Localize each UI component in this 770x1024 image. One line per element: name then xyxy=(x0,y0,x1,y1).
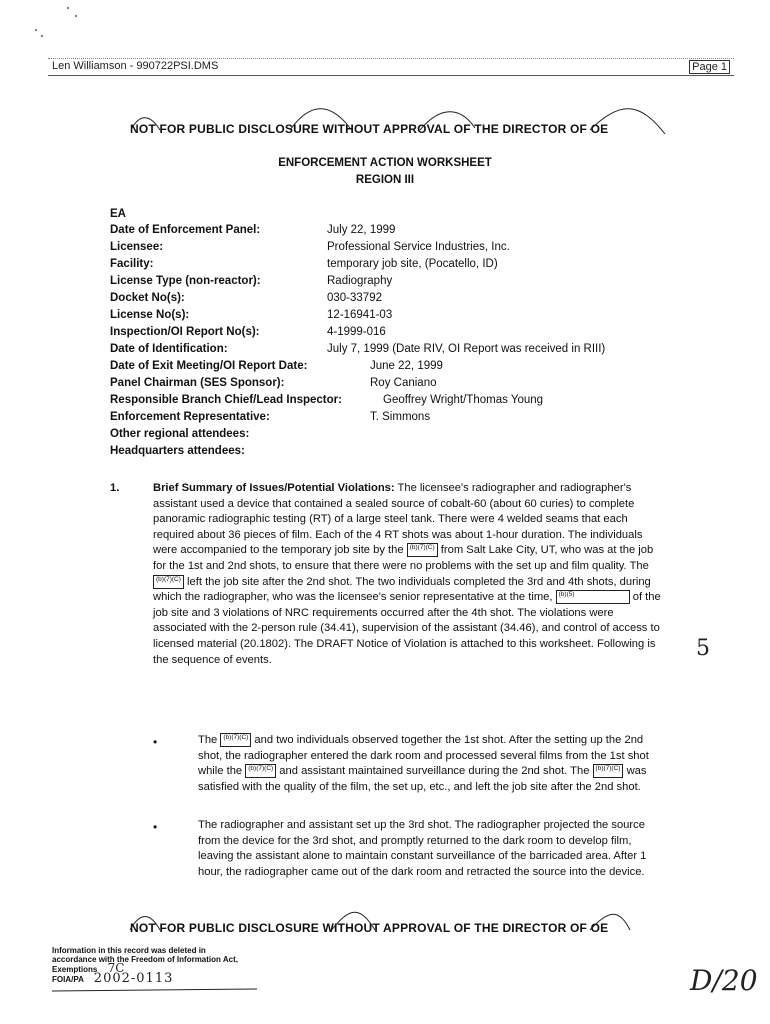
header-page-number: Page 1 xyxy=(689,60,730,74)
field-value: 030-33792 xyxy=(327,292,382,304)
field-label: Date of Enforcement Panel: xyxy=(110,224,261,236)
corner-handwritten-note: D/20 xyxy=(690,964,758,997)
field-value: 12-16941-03 xyxy=(327,309,393,321)
ea-label: EA xyxy=(110,208,126,220)
field-label: License Type (non-reactor): xyxy=(110,275,261,287)
bullet-text-3: and assistant maintained surveillance during the 2nd shot. The xyxy=(279,765,590,778)
field-label: Enforcement Representative: xyxy=(110,411,270,423)
field-label: Responsible Branch Chief/Lead Inspector: xyxy=(110,394,342,406)
bullet-text-1: The xyxy=(198,734,218,746)
foia-number-row xyxy=(52,971,292,986)
field-label: Date of Identification: xyxy=(110,343,228,355)
stray-marks xyxy=(30,0,90,40)
field-label: License No(s): xyxy=(110,309,190,321)
field-value: Professional Service Industries, Inc. xyxy=(327,241,510,253)
disclosure-stamp-bottom: NOT FOR PUBLIC DISCLOSURE WITHOUT APPROVAL OF THE DIRECTOR OF OE xyxy=(130,921,609,935)
field-label: Inspection/OI Report No(s): xyxy=(110,326,260,338)
stamp-scribble-top xyxy=(120,100,680,152)
summary-text-1: The licensee's radiographer and radiographer's assistant used a device that contained a sealed source of cobalt-60 (about 60 curies) to complete panoramic radiographic testing (RT) of a large steel tank. There were 4 welded seams that each required about 36 pieces of film. Each of the 4 RT shots was about 1-hour duration. The individuals were accompanied to the temporary job site by the xyxy=(153,482,643,557)
field-label: Date of Exit Meeting/OI Report Date: xyxy=(110,360,308,372)
disclosure-stamp-top: NOT FOR PUBLIC DISCLOSURE WITHOUT APPROVAL OF THE DIRECTOR OF OE xyxy=(130,122,609,136)
field-label: Docket No(s): xyxy=(110,292,185,304)
field-label: Headquarters attendees: xyxy=(110,445,245,457)
field-value: July 22, 1999 xyxy=(327,224,396,236)
redaction-box: (b)(7)(C) xyxy=(593,764,624,778)
foia-exemption-handwritten: 7C xyxy=(107,961,125,975)
redaction-box: (b)(7)(C) xyxy=(407,543,438,557)
field-value: T. Simmons xyxy=(370,411,431,423)
foia-pa-label: FOIA/PA xyxy=(52,975,84,984)
field-value: Roy Caniano xyxy=(370,377,437,389)
item-heading: Brief Summary of Issues/Potential Violations: xyxy=(153,482,395,494)
redaction-box: (b)(7)(C) xyxy=(153,575,184,589)
foia-line: accordance with the Freedom of Information Act, xyxy=(52,955,238,964)
document-header xyxy=(48,58,734,76)
summary-text-2: from Salt Lake City, UT, who was at the job for the 1st and 2nd shots, to ensure that there were no problems with the set up and film quality. The xyxy=(153,544,654,572)
field-value: July 7, 1999 (Date RIV, OI Report was received in RIII) xyxy=(327,343,606,355)
item-summary xyxy=(153,481,668,668)
foia-number-handwritten: 2002-0113 xyxy=(93,971,174,986)
redaction-box: (b)(7)(C) xyxy=(220,733,251,747)
foia-underline xyxy=(52,985,262,997)
foia-stamp xyxy=(52,946,292,984)
redaction-box: (b)(5) xyxy=(556,590,630,604)
field-value: June 22, 1999 xyxy=(370,360,443,372)
summary-text-3: left the job site after the 2nd shot. The two individuals completed the 3rd and 4th shots, during which the radiographer, who was the licensee's senior representative at the time, xyxy=(153,575,651,604)
item-number: 1. xyxy=(110,482,120,494)
bullet-marker: • xyxy=(153,820,158,834)
field-value: 4-1999-016 xyxy=(327,326,386,338)
field-value: temporary job site, (Pocatello, ID) xyxy=(327,258,498,270)
redaction-box: (b)(7)(C) xyxy=(245,764,276,778)
bullet-item xyxy=(198,733,668,795)
field-label: Panel Chairman (SES Sponsor): xyxy=(110,377,285,389)
stamp-scribble-bottom xyxy=(120,900,680,950)
bullet-marker: • xyxy=(153,735,158,749)
field-label: Other regional attendees: xyxy=(110,428,250,440)
foia-line: Information in this record was deleted in xyxy=(52,946,206,955)
header-filename: Len Williamson - 990722PSI.DMS xyxy=(52,60,219,72)
margin-page-number: 5 xyxy=(696,636,710,661)
page-title: ENFORCEMENT ACTION WORKSHEET xyxy=(278,157,492,169)
foia-exemptions-label: Exemptions xyxy=(52,965,98,974)
field-label: Facility: xyxy=(110,258,154,270)
field-value: Radiography xyxy=(327,275,393,287)
page-subtitle: REGION III xyxy=(355,174,415,186)
bullet-text-4: was satisfied with the quality of the film, the set up, etc., and left the job site after the 2nd shot. xyxy=(198,765,647,793)
summary-text-4: of the job site and 3 violations of NRC requirements occurred after the 4th shot. The violations were associated with the 2-person rule (34.41), supervision of the assistant (34.46), and control of access to licensed material (20.1802). The DRAFT Notice of Violation is attached to this worksheet. Following is the sequence of events. xyxy=(153,591,661,666)
bullet-item: The radiographer and assistant set up the 3rd shot. The radiographer projected the source from the device for the 3rd shot, and promptly returned to the dark room to develop film, leaving the assistant alone to maintain constant surveillance of the barricaded area. After 1 hour, the radiographer came out of the dark room and retracted the source into the device. xyxy=(198,819,647,878)
field-label: Licensee: xyxy=(110,241,164,253)
field-value: Geoffrey Wright/Thomas Young xyxy=(383,394,544,406)
bullet-text-2: and two individuals observed together the 1st shot. After the setting up the 2nd shot, the radiographer entered the dark room and processed several films from the 1st shot while the xyxy=(198,734,649,778)
